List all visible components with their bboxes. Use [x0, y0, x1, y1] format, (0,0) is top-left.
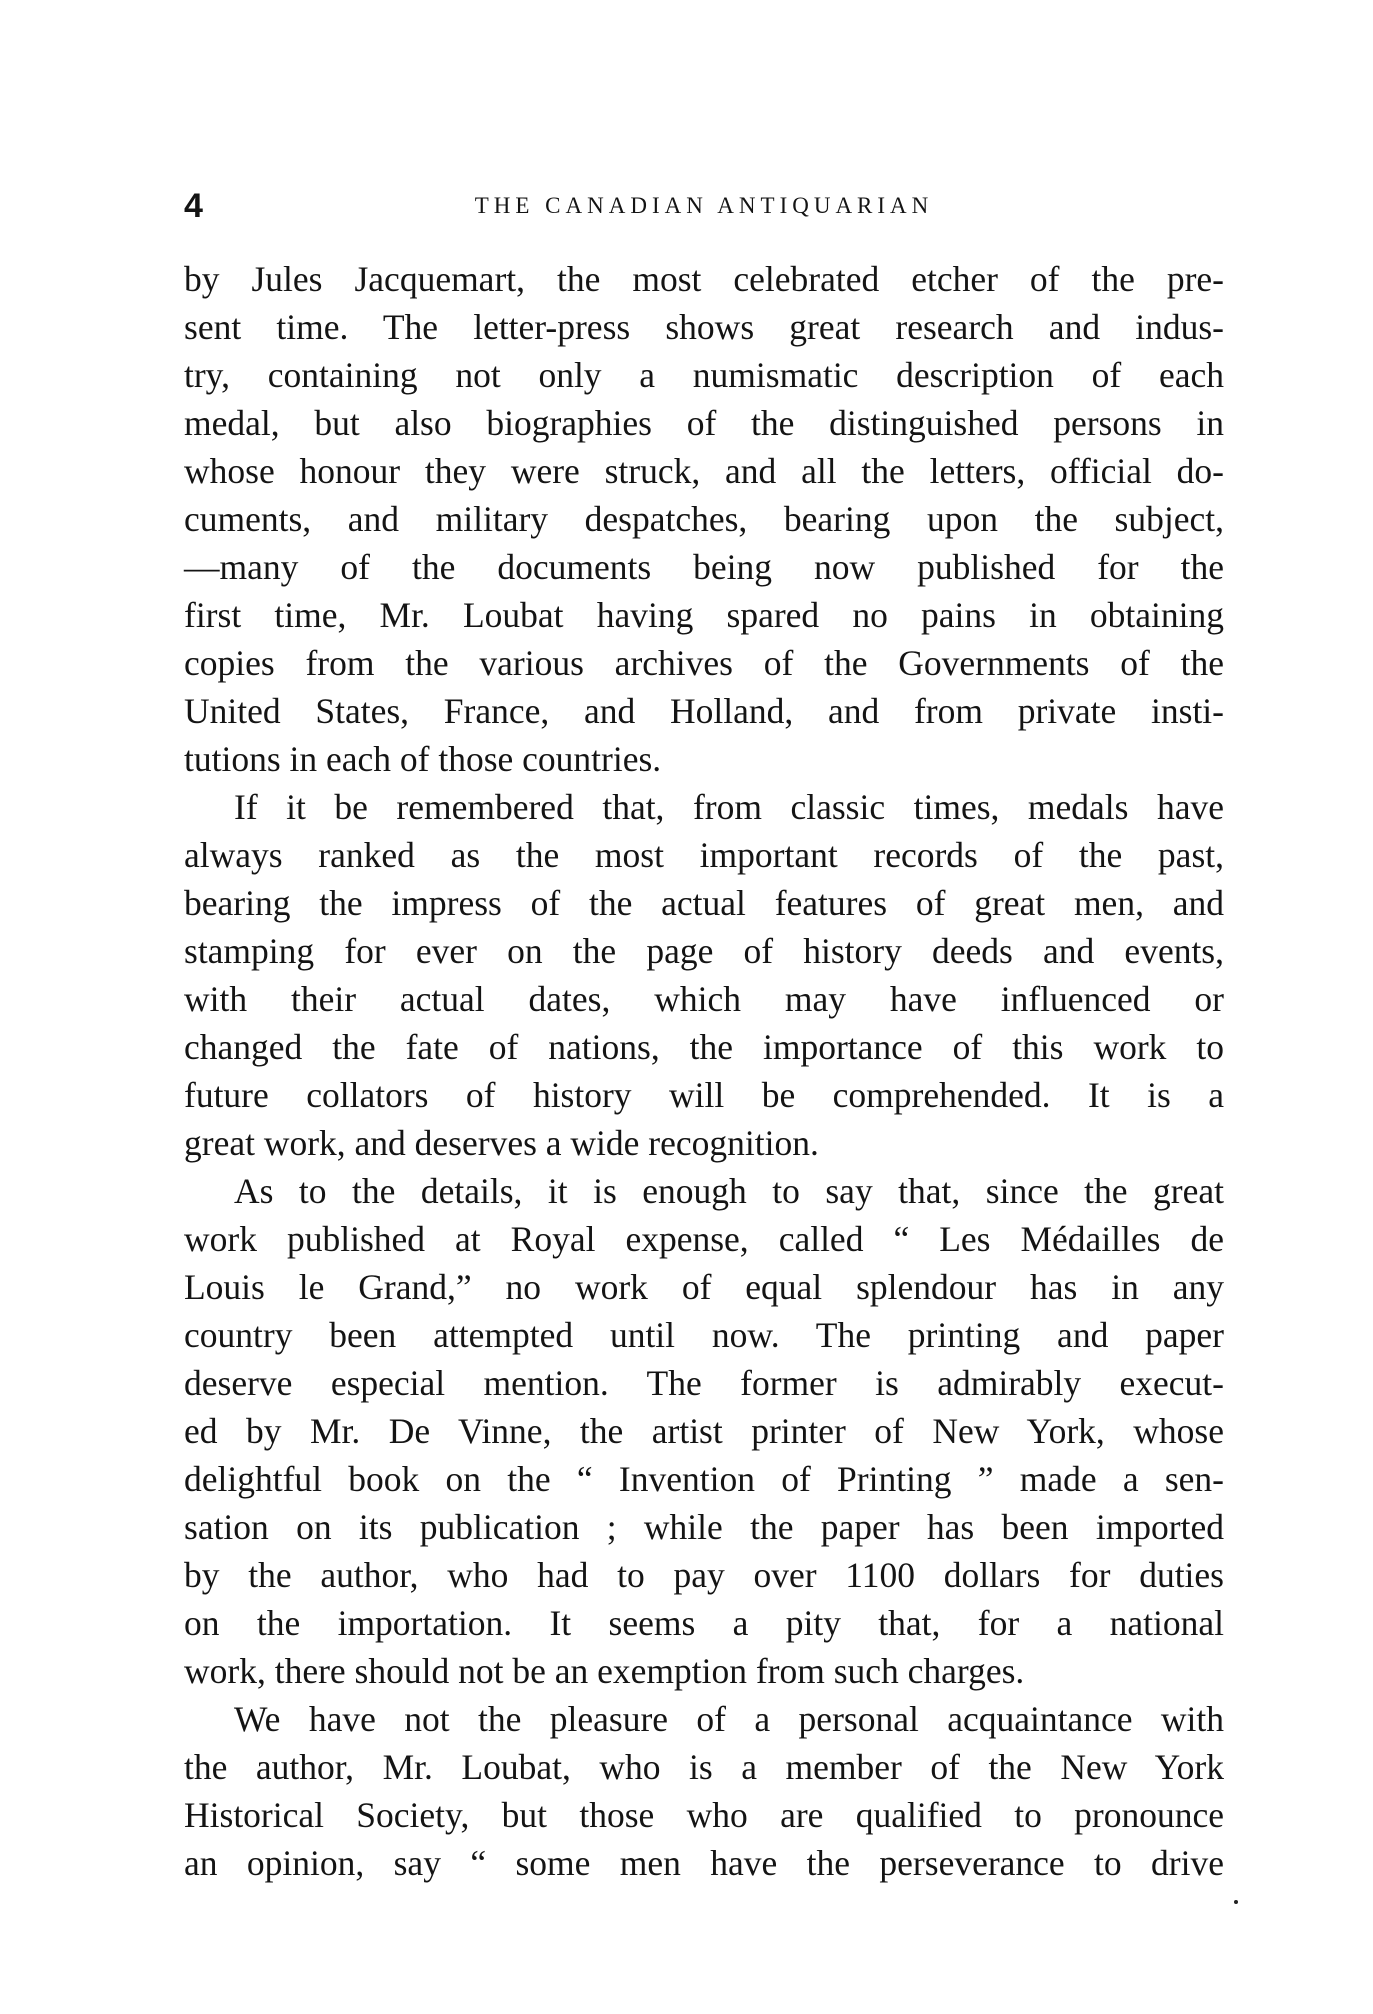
text-line: by Jules Jacquemart, the most celebrated etcher of the pre- — [184, 259, 1224, 299]
paragraph-4 — [184, 1695, 1224, 1887]
paragraph-1 — [184, 255, 1224, 783]
text-line: the author, Mr. Loubat, who is a member of the New York — [184, 1747, 1224, 1787]
text-line: first time, Mr. Loubat having spared no pains in obtaining — [184, 595, 1224, 635]
text-line: whose honour they were struck, and all the letters, official do- — [184, 451, 1224, 491]
text-line: Louis le Grand,” no work of equal splendour has in any — [184, 1267, 1224, 1307]
text-line: medal, but also biographies of the distinguished persons in — [184, 403, 1224, 443]
text-line: copies from the various archives of the Governments of the — [184, 643, 1224, 683]
text-line: delightful book on the “ Invention of Printing ” made a sen- — [184, 1459, 1224, 1499]
body-text — [184, 255, 1224, 1887]
text-line: by the author, who had to pay over 1100 dollars for duties — [184, 1555, 1224, 1595]
text-line: As to the details, it is enough to say that, since the great — [234, 1171, 1224, 1211]
text-line: future collators of history will be comprehended. It is a — [184, 1075, 1224, 1115]
text-line: work, there should not be an exemption from such charges. — [184, 1651, 1025, 1691]
journal-title: THE CANADIAN ANTIQUARIAN — [474, 193, 934, 218]
text-line: an opinion, say “ some men have the perseverance to drive — [184, 1843, 1224, 1883]
text-line: work published at Royal expense, called “ Les Médailles de — [184, 1219, 1224, 1259]
text-line: stamping for ever on the page of history deeds and events, — [184, 931, 1224, 971]
text-line: bearing the impress of the actual features of great men, and — [184, 883, 1224, 923]
text-line: with their actual dates, which may have influenced or — [184, 979, 1224, 1019]
paragraph-2 — [184, 783, 1224, 1167]
text-line: country been attempted until now. The printing and paper — [184, 1315, 1224, 1355]
print-speck — [1234, 1900, 1238, 1904]
text-line: Historical Society, but those who are qualified to pronounce — [184, 1795, 1224, 1835]
text-line: ed by Mr. De Vinne, the artist printer of New York, whose — [184, 1411, 1224, 1451]
running-head — [184, 180, 1224, 230]
text-line: —many of the documents being now published for the — [184, 547, 1224, 587]
text-line: tutions in each of those countries. — [184, 739, 662, 779]
page-number: 4 — [184, 187, 203, 225]
text-line: always ranked as the most important records of the past, — [184, 835, 1224, 875]
text-line: If it be remembered that, from classic times, medals have — [234, 787, 1224, 827]
text-line: changed the fate of nations, the importance of this work to — [184, 1027, 1224, 1067]
text-line: United States, France, and Holland, and from private insti- — [184, 691, 1224, 731]
text-line: sent time. The letter-press shows great research and indus- — [184, 307, 1224, 347]
text-line: deserve especial mention. The former is admirably execut- — [184, 1363, 1224, 1403]
text-line: sation on its publication ; while the paper has been imported — [184, 1507, 1224, 1547]
text-line: great work, and deserves a wide recognition. — [184, 1123, 819, 1163]
text-line: We have not the pleasure of a personal acquaintance with — [234, 1699, 1224, 1739]
paragraph-3 — [184, 1167, 1224, 1695]
text-line: cuments, and military despatches, bearing upon the subject, — [184, 499, 1224, 539]
text-line: try, containing not only a numismatic description of each — [184, 355, 1224, 395]
text-line: on the importation. It seems a pity that, for a national — [184, 1603, 1224, 1643]
